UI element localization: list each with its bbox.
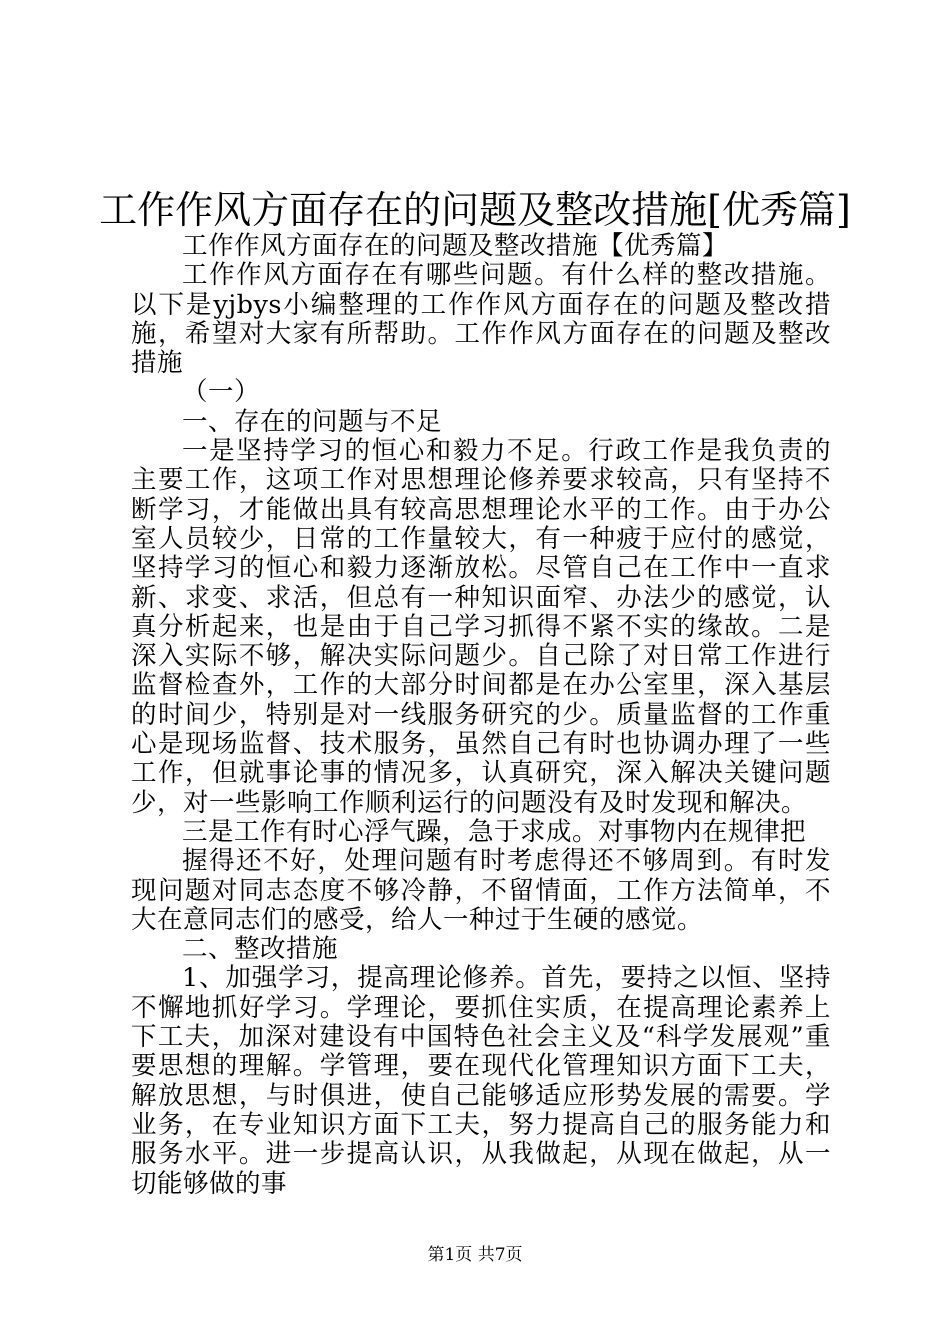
body-paragraph-section-number: （一）: [182, 377, 261, 408]
document-title: 工作作风方面存在的问题及整改措施[优秀篇]: [99, 188, 851, 232]
document-body: [131, 232, 831, 1199]
body-paragraph-intro: 工作作风方面存在有哪些问题。有什么样的整改措施。以下是yjbys小编整理的工作作风方面存在的问题及整改措施，希望对大家有所帮助。工作作风方面存在的问题及整改措施: [131, 260, 831, 379]
body-paragraph-third-issue-cont: 握得还不好，处理问题有时考虑得还不够周到。有时发现问题对同志态度不够冷静，不留情面，工作方法简单，不大在意同志们的感受，给人一种过于生硬的感觉。: [131, 846, 831, 935]
body-paragraph-third-issue: 三是工作有时心浮气躁，急于求成。对事物内在规律把: [182, 816, 807, 847]
body-paragraph-measure-1: 1、加强学习，提高理论修养。首先，要持之以恒、坚持不懈地抓好学习。学理论，要抓住实质，在提高理论素养上下工夫，加深对建设有中国特色社会主义及“科学发展观”重要思想的理解。学管理，要在现代化管理知识方面下工夫，解放思想，与时俱进，使自己能够适应形势发展的需要。学业务，在专业知识方面下工夫，努力提高自己的服务能力和服务水平。进一步提高认识，从我做起，从现在做起，从一切能够做的事: [131, 963, 831, 1199]
section-heading-problems: 一、存在的问题与不足: [182, 406, 443, 437]
body-paragraph-subtitle: 工作作风方面存在的问题及整改措施【优秀篇】: [182, 231, 729, 261]
page-footer: 第1页 共7页: [427, 1245, 523, 1265]
body-paragraph-problems: 一是坚持学习的恒心和毅力不足。行政工作是我负责的主要工作，这项工作对思想理论修养要求较高，只有坚持不断学习，才能做出具有较高思想理论水平的工作。由于办公室人员较少，日常的工作量较大，有一种疲于应付的感觉，坚持学习的恒心和毅力逐渐放松。尽管自己在工作中一直求新、求变、求活，但总有一种知识面窄、办法少的感觉，认真分析起来，也是由于自己学习抓得不紧不实的缘故。二是深入实际不够，解决实际问题少。自己除了对日常工作进行监督检查外，工作的大部分时间都是在办公室里，深入基层的时间少，特别是对一线服务研究的少。质量监督的工作重心是现场监督、技术服务，虽然自己有时也协调办理了一些工作，但就事论事的情况多，认真研究，深入解决关键问题少，对一些影响工作顺利运行的问题没有及时发现和解决。: [131, 436, 831, 818]
section-heading-measures: 二、整改措施: [182, 934, 339, 965]
